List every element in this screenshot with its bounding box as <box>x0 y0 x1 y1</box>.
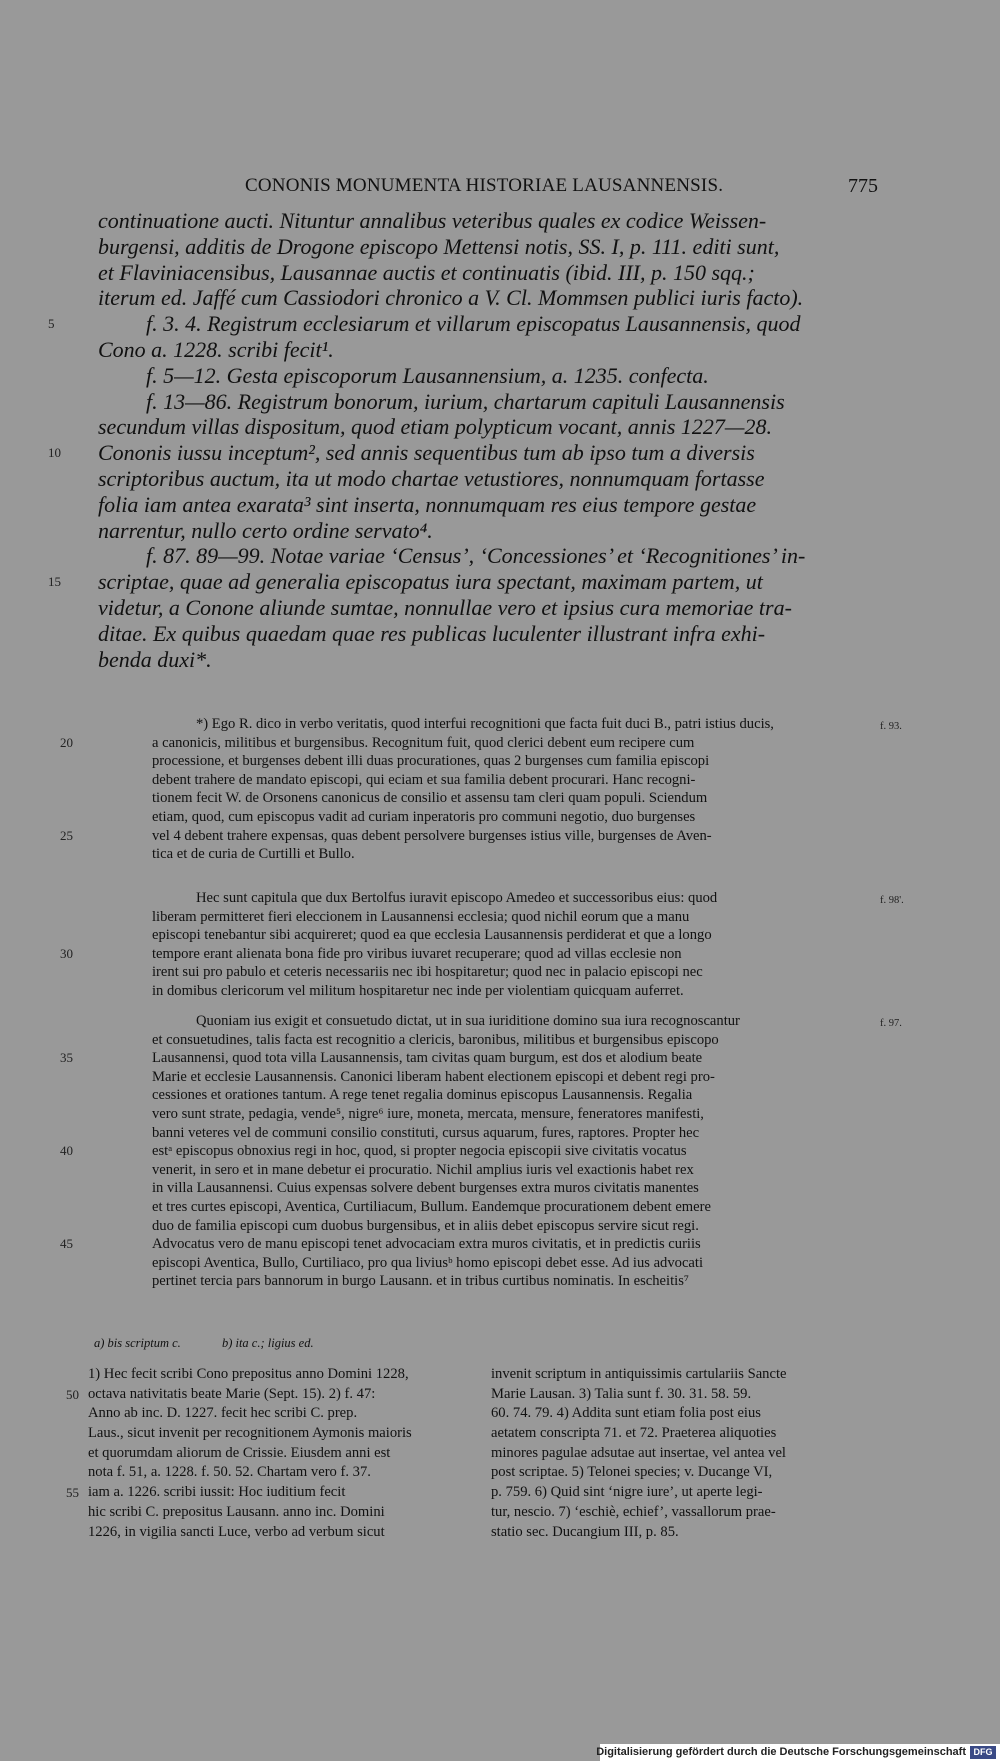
running-header <box>245 175 885 203</box>
text-line <box>152 1124 874 1143</box>
line-text: Cononis iussu inceptum², sed annis sequentibus tum ab ipso tum a diversis <box>98 440 755 466</box>
line-text: scriptae, quae ad generalia episcopatus iura spectant, maximam partem, ut <box>98 569 763 595</box>
text-line <box>98 466 876 492</box>
text-line <box>66 1385 470 1405</box>
line-text: continuatione aucti. Nituntur annalibus veteribus quales ex codice Weissen- <box>98 208 767 233</box>
text-line <box>98 234 876 260</box>
text-line <box>66 1483 470 1503</box>
line-text: duo de familia episcopi cum duobus burgensibus, et in aliis debet episcopus servire sicut regi. <box>152 1217 699 1234</box>
text-line <box>98 389 876 415</box>
line-text: et Flaviniacensibus, Lausannae auctis et continuatis (ibid. III, p. 150 sqq.; <box>98 259 755 285</box>
text-line <box>152 889 904 908</box>
text-line <box>152 789 874 808</box>
line-text: hic scribi C. prepositus Lausann. anno inc. Domini <box>88 1503 385 1520</box>
text-line <box>98 621 876 647</box>
text-line <box>88 1503 470 1523</box>
line-text: aetatem conscripta 71. et 72. Praeterea aliquoties <box>491 1425 777 1442</box>
text-line <box>491 1503 873 1523</box>
line-text: folia iam antea exarata³ sint inserta, nonnumquam res eius tempore gestae <box>98 491 757 517</box>
variant-note-a: a) bis scriptum c. <box>94 1336 181 1350</box>
line-number: 20 <box>60 734 73 750</box>
text-line <box>98 285 876 311</box>
line-text: estᵃ episcopus obnoxius regi in hoc, quod, si propter negocia episcopii sive civitatis vocatus <box>152 1143 687 1160</box>
line-text: Advocatus vero de manu episcopi tenet advocaciam extra muros civitatis, et in predictis curiis <box>152 1236 701 1253</box>
text-line <box>48 569 876 595</box>
text-line <box>152 1217 874 1236</box>
line-text: banni veteres vel de communi consilio constituti, cursus aquarum, fures, raptores. Propter hec <box>152 1124 700 1141</box>
line-text: videtur, a Conone aliunde sumtae, nonnullae vero et ipsius cura memoriae tra- <box>98 594 792 620</box>
text-line <box>152 1105 874 1124</box>
text-line <box>152 963 874 982</box>
text-line <box>60 1142 874 1161</box>
line-number: 35 <box>60 1050 73 1066</box>
text-line <box>98 337 876 363</box>
text-line <box>60 1049 874 1068</box>
line-number: 45 <box>60 1236 73 1252</box>
text-line <box>60 945 874 964</box>
line-number: 10 <box>48 445 61 461</box>
text-line <box>491 1365 873 1385</box>
text-line <box>152 771 874 790</box>
line-text: scriptoribus auctum, ita ut modo chartae vetustiores, nonnumquam fortasse <box>98 465 765 491</box>
line-text: iterum ed. Jaffé cum Cassiodori chronico a V. Cl. Mommsen publici iuris facto). <box>98 285 804 311</box>
line-text: in villa Lausannensi. Cuius expensas solvere debent burgenses extra muros civitatis manentes <box>152 1180 699 1197</box>
line-text: irent sui pro pabulo et ceteris necessariis nec ibi hospitaretur; quod nec in palacio episcopi nec <box>152 964 703 981</box>
line-text: minores pagulae adsutae aut insertae, vel antea vel <box>491 1444 786 1461</box>
line-text: f. 87. 89—99. Notae variae ‘Census’, ‘Concessiones’ et ‘Recognitiones’ in- <box>146 543 806 569</box>
note-block-capitula-bertolfi <box>60 889 904 1001</box>
text-line <box>152 1198 874 1217</box>
line-text: processione, et burgenses debent illi duas procurationes, quas 2 burgenses cum familia episcopi <box>152 753 710 770</box>
text-line <box>48 311 876 337</box>
text-line <box>88 1444 470 1464</box>
line-text: 1226, in vigilia sancti Luce, verbo ad verbum sicut <box>88 1523 385 1540</box>
text-line <box>152 1254 874 1273</box>
text-line <box>98 518 876 544</box>
text-line <box>152 908 874 927</box>
text-line <box>48 440 876 466</box>
line-text: liberam permitteret fieri eleccionem in Lausannensi ecclesia; quod nichil eorum que a manu <box>152 908 690 925</box>
text-line <box>98 647 876 673</box>
line-text: Anno ab inc. D. 1227. fecit hec scribi C. prep. <box>88 1405 358 1422</box>
text-line <box>98 363 876 389</box>
line-number: 15 <box>48 574 61 590</box>
text-line <box>152 982 874 1001</box>
text-line <box>88 1463 470 1483</box>
main-text <box>48 208 876 672</box>
text-line <box>60 827 874 846</box>
variant-notes <box>94 1336 874 1351</box>
note-block-recognitio-clericorum <box>60 1012 902 1291</box>
text-line <box>152 1012 902 1031</box>
text-line <box>98 260 876 286</box>
line-text: etiam, quod, cum episcopus vadit ad curiam inperatoris pro communi negotio, duo burgenses <box>152 808 696 825</box>
text-line <box>491 1404 873 1424</box>
folio-margin-ref: f. 98'. <box>880 895 904 906</box>
line-text: vel 4 debent trahere expensas, quas debent persolvere burgenses istius ville, burgenses de Aven- <box>152 827 712 844</box>
line-text: pertinet tercia pars bannorum in burgo Lausann. et in tribus curtibus nominatis. In escheitis⁷ <box>152 1273 689 1290</box>
line-text: Cono a. 1228. scribi fecit¹. <box>98 336 334 362</box>
text-line <box>491 1483 873 1503</box>
line-text: tempore erant alienata bona fide pro viribus iuvaret recuperare; quod ad villas ecclesie non <box>152 945 682 962</box>
text-line <box>152 1161 874 1180</box>
text-line <box>88 1365 470 1385</box>
line-text: benda duxi*. <box>98 646 212 672</box>
text-line <box>60 734 874 753</box>
text-line <box>491 1385 873 1405</box>
line-text: iam a. 1226. scribi iussit: Hoc iuditium fecit <box>88 1484 346 1501</box>
line-text: episcopi Aventica, Bullo, Curtiliaco, pro qua liviusᵇ homo episcopi debet esse. Ad ius advocati <box>152 1254 704 1271</box>
line-text: secundum villas dispositum, quod etiam polypticum vocant, annis 1227—28. <box>98 414 772 440</box>
digitization-footer <box>596 1744 1000 1761</box>
line-text: 1) Hec fecit scribi Cono prepositus anno Domini 1228, <box>88 1366 409 1382</box>
text-line <box>152 1179 874 1198</box>
text-line <box>98 492 876 518</box>
footnotes-right-column <box>491 1365 873 1542</box>
line-text: in domibus clericorum vel militum hospitaretur nec inde per violentiam quicquam auferret. <box>152 982 684 999</box>
line-text: cessiones et orationes tantum. A rege tenet regalia dominus episcopus Lausannensis. Regalia <box>152 1087 693 1104</box>
text-line <box>491 1463 873 1483</box>
line-text: et consuetudines, talis facta est recognitio a clericis, baronibus, militibus et burgensibus episcopo <box>152 1031 719 1048</box>
text-line <box>152 845 874 864</box>
line-text: post scriptae. 5) Telonei species; v. Ducange VI, <box>491 1464 773 1481</box>
line-number: 55 <box>66 1485 79 1501</box>
line-text: vero sunt strate, pedagia, vende⁵, nigre⁶ iure, moneta, mercata, mensure, feneratores manifesti, <box>152 1105 704 1122</box>
variant-note-b: b) ita c.; ligius ed. <box>221 1336 314 1350</box>
line-text: episcopi tenebantur sibi acquireret; quod ea que ecclesia Lausannensis perdiderat et que a longo <box>152 927 712 944</box>
note-block-recognitio-ducis <box>60 715 902 864</box>
text-line <box>88 1523 470 1543</box>
line-text: narrentur, nullo certo ordine servato⁴. <box>98 517 433 543</box>
line-text: tur, nescio. 7) ‘eschiè, echief’, vassallorum prae- <box>491 1503 776 1520</box>
folio-margin-ref: f. 93. <box>880 721 902 732</box>
line-text: a canonicis, militibus et burgensibus. Recognitum fuit, quod clerici debent eum recipere cum <box>152 734 695 751</box>
line-number: 30 <box>60 945 73 961</box>
text-line <box>152 1086 874 1105</box>
line-text: statio sec. Ducangium III, p. 85. <box>491 1523 679 1540</box>
text-line <box>491 1523 873 1543</box>
text-line <box>152 1272 874 1291</box>
line-text: debent trahere de mandato episcopi, qui eciam et sua familia debent procurari. Hanc recogni- <box>152 771 696 788</box>
line-number: 40 <box>60 1143 73 1159</box>
line-text: Lausannensi, quod tota villa Lausannensis, tam civitas quam burgum, est dos et alodium beate <box>152 1050 703 1067</box>
text-line <box>152 926 874 945</box>
footnotes-left-column <box>66 1365 470 1542</box>
text-line <box>152 715 902 734</box>
line-text: f. 3. 4. Registrum ecclesiarum et villarum episcopatus Lausannensis, quod <box>146 311 801 337</box>
text-line <box>98 414 876 440</box>
line-text: tica et de curia de Curtilli et Bullo. <box>152 846 355 863</box>
line-text: et quorumdam aliorum de Crissie. Eiusdem anni est <box>88 1444 391 1461</box>
folio-margin-ref: f. 97. <box>880 1018 902 1029</box>
text-line <box>88 1404 470 1424</box>
text-line <box>491 1424 873 1444</box>
line-text: f. 5—12. Gesta episcoporum Lausannensium, a. 1235. confecta. <box>146 362 709 388</box>
footer-credit: Digitalisierung gefördert durch die Deutsche Forschungsgemeinschaft <box>596 1746 966 1758</box>
running-title: CONONIS MONUMENTA HISTORIAE LAUSANNENSIS. <box>245 175 724 196</box>
line-text: burgensi, additis de Drogone episcopo Mettensi notis, SS. I, p. 111. editi sunt, <box>98 233 780 259</box>
line-number: 25 <box>60 827 73 843</box>
text-line <box>98 595 876 621</box>
line-text: 60. 74. 79. 4) Addita sunt etiam folia post eius <box>491 1405 761 1422</box>
line-text: Marie Lausan. 3) Talia sunt f. 30. 31. 58. 59. <box>491 1385 752 1402</box>
line-text: ditae. Ex quibus quaedam quae res publicas luculenter illustrant infra exhi- <box>98 620 766 646</box>
line-text: p. 759. 6) Quid sint ‘nigre iure’, ut aperte legi- <box>491 1484 763 1501</box>
line-text: tionem fecit W. de Orsonens canonicus de consilio et assensu tam cleri quam populi. Sciendum <box>152 790 708 807</box>
text-line <box>60 1235 874 1254</box>
page-number: 775 <box>848 175 878 197</box>
line-text: Quoniam ius exigit et consuetudo dictat, ut in sua iuriditione domino sua iura recognoscantur <box>196 1013 740 1029</box>
line-text: invenit scriptum in antiquissimis cartulariis Sancte <box>491 1366 787 1382</box>
dfg-logo: DFG <box>970 1746 996 1759</box>
line-text: octava nativitatis beate Marie (Sept. 15). 2) f. 47: <box>88 1385 376 1402</box>
line-text: Laus., sicut invenit per recognitionem Aymonis maioris <box>88 1425 412 1442</box>
text-line <box>152 1068 874 1087</box>
text-line <box>152 1031 874 1050</box>
line-text: Hec sunt capitula que dux Bertolfus iuravit episcopo Amedeo et successoribus eius: quod <box>196 890 718 906</box>
text-line <box>98 543 876 569</box>
text-line <box>152 752 874 771</box>
line-number: 5 <box>48 316 55 332</box>
text-line <box>98 208 876 234</box>
text-line <box>88 1424 470 1444</box>
line-text: f. 13—86. Registrum bonorum, iurium, chartarum capituli Lausannensis <box>146 388 785 414</box>
line-text: venerit, in sero et in mane debetur ei procuratio. Nichil amplius iuris vel exactionis habet rex <box>152 1161 694 1178</box>
line-text: Marie et ecclesie Lausannensis. Canonici liberam habent electionem episcopi et debent regi pro- <box>152 1068 715 1085</box>
line-text: et tres curtes episcopi, Aventica, Curtiliacum, Bullum. Eandemque procurationem debent emere <box>152 1198 711 1215</box>
line-number: 50 <box>66 1386 79 1402</box>
line-text: nota f. 51, a. 1228. f. 50. 52. Chartam vero f. 37. <box>88 1464 371 1481</box>
text-line <box>152 808 874 827</box>
line-text: *) Ego R. dico in verbo veritatis, quod interfui recognitioni que facta fuit duci B., patri istius ducis, <box>196 716 774 732</box>
text-line <box>491 1444 873 1464</box>
